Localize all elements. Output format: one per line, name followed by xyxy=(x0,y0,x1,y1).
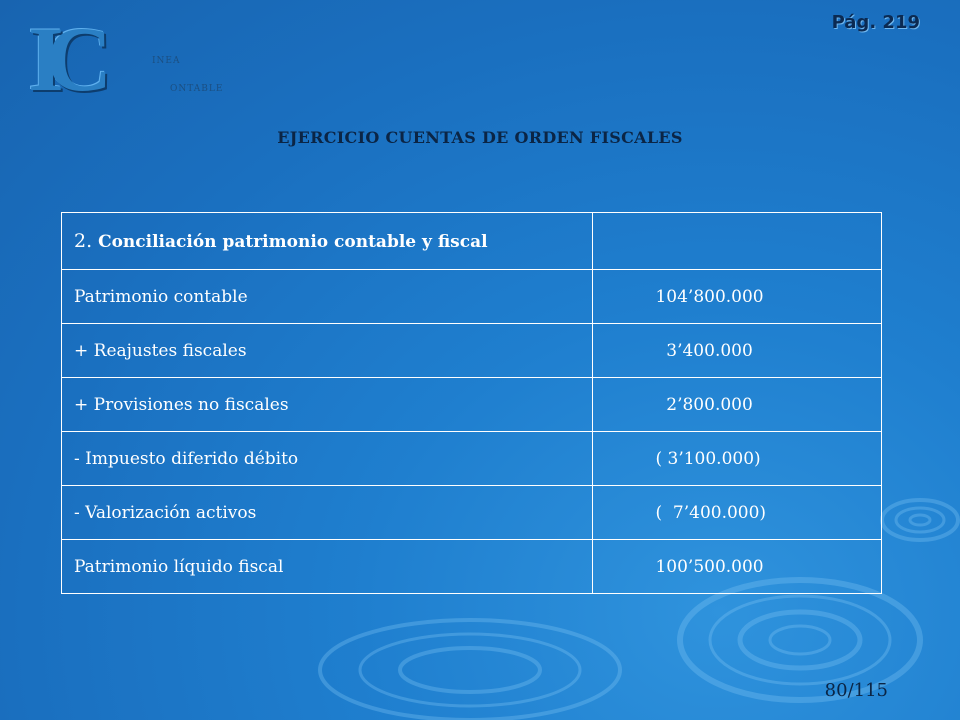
table-row xyxy=(62,432,882,486)
slide-title: EJERCICIO CUENTAS DE ORDEN FISCALES xyxy=(277,128,683,147)
logo-line-2: ONTABLE xyxy=(170,84,224,94)
page-reference: Pág. 219 xyxy=(831,12,920,33)
table-heading-row xyxy=(62,213,882,270)
row-label: - Valorización activos xyxy=(62,486,593,540)
row-value: 2’800.000 xyxy=(593,378,882,432)
row-value: 100’500.000 xyxy=(593,540,882,594)
table-row xyxy=(62,270,882,324)
table-row xyxy=(62,540,882,594)
section-title: Conciliación patrimonio contable y fiscal xyxy=(98,232,488,252)
row-label: + Provisiones no fiscales xyxy=(62,378,593,432)
section-number: 2. xyxy=(74,230,93,252)
logo-line-1: INEA xyxy=(152,56,181,66)
table-row xyxy=(62,324,882,378)
logo-monogram: IC xyxy=(28,8,95,110)
table-heading-label xyxy=(62,213,593,270)
row-label: Patrimonio contable xyxy=(62,270,593,324)
row-value: 104’800.000 xyxy=(593,270,882,324)
table-row xyxy=(62,378,882,432)
row-label: - Impuesto diferido débito xyxy=(62,432,593,486)
table-row xyxy=(62,486,882,540)
row-label: Patrimonio líquido fiscal xyxy=(62,540,593,594)
row-value: ( 7’400.000) xyxy=(593,486,882,540)
slide-number: 80/115 xyxy=(824,680,888,701)
reconciliation-table xyxy=(61,212,882,594)
row-value: ( 3’100.000) xyxy=(593,432,882,486)
row-label: + Reajustes fiscales xyxy=(62,324,593,378)
company-logo xyxy=(20,8,250,135)
row-value: 3’400.000 xyxy=(593,324,882,378)
table-heading-value xyxy=(593,213,882,270)
